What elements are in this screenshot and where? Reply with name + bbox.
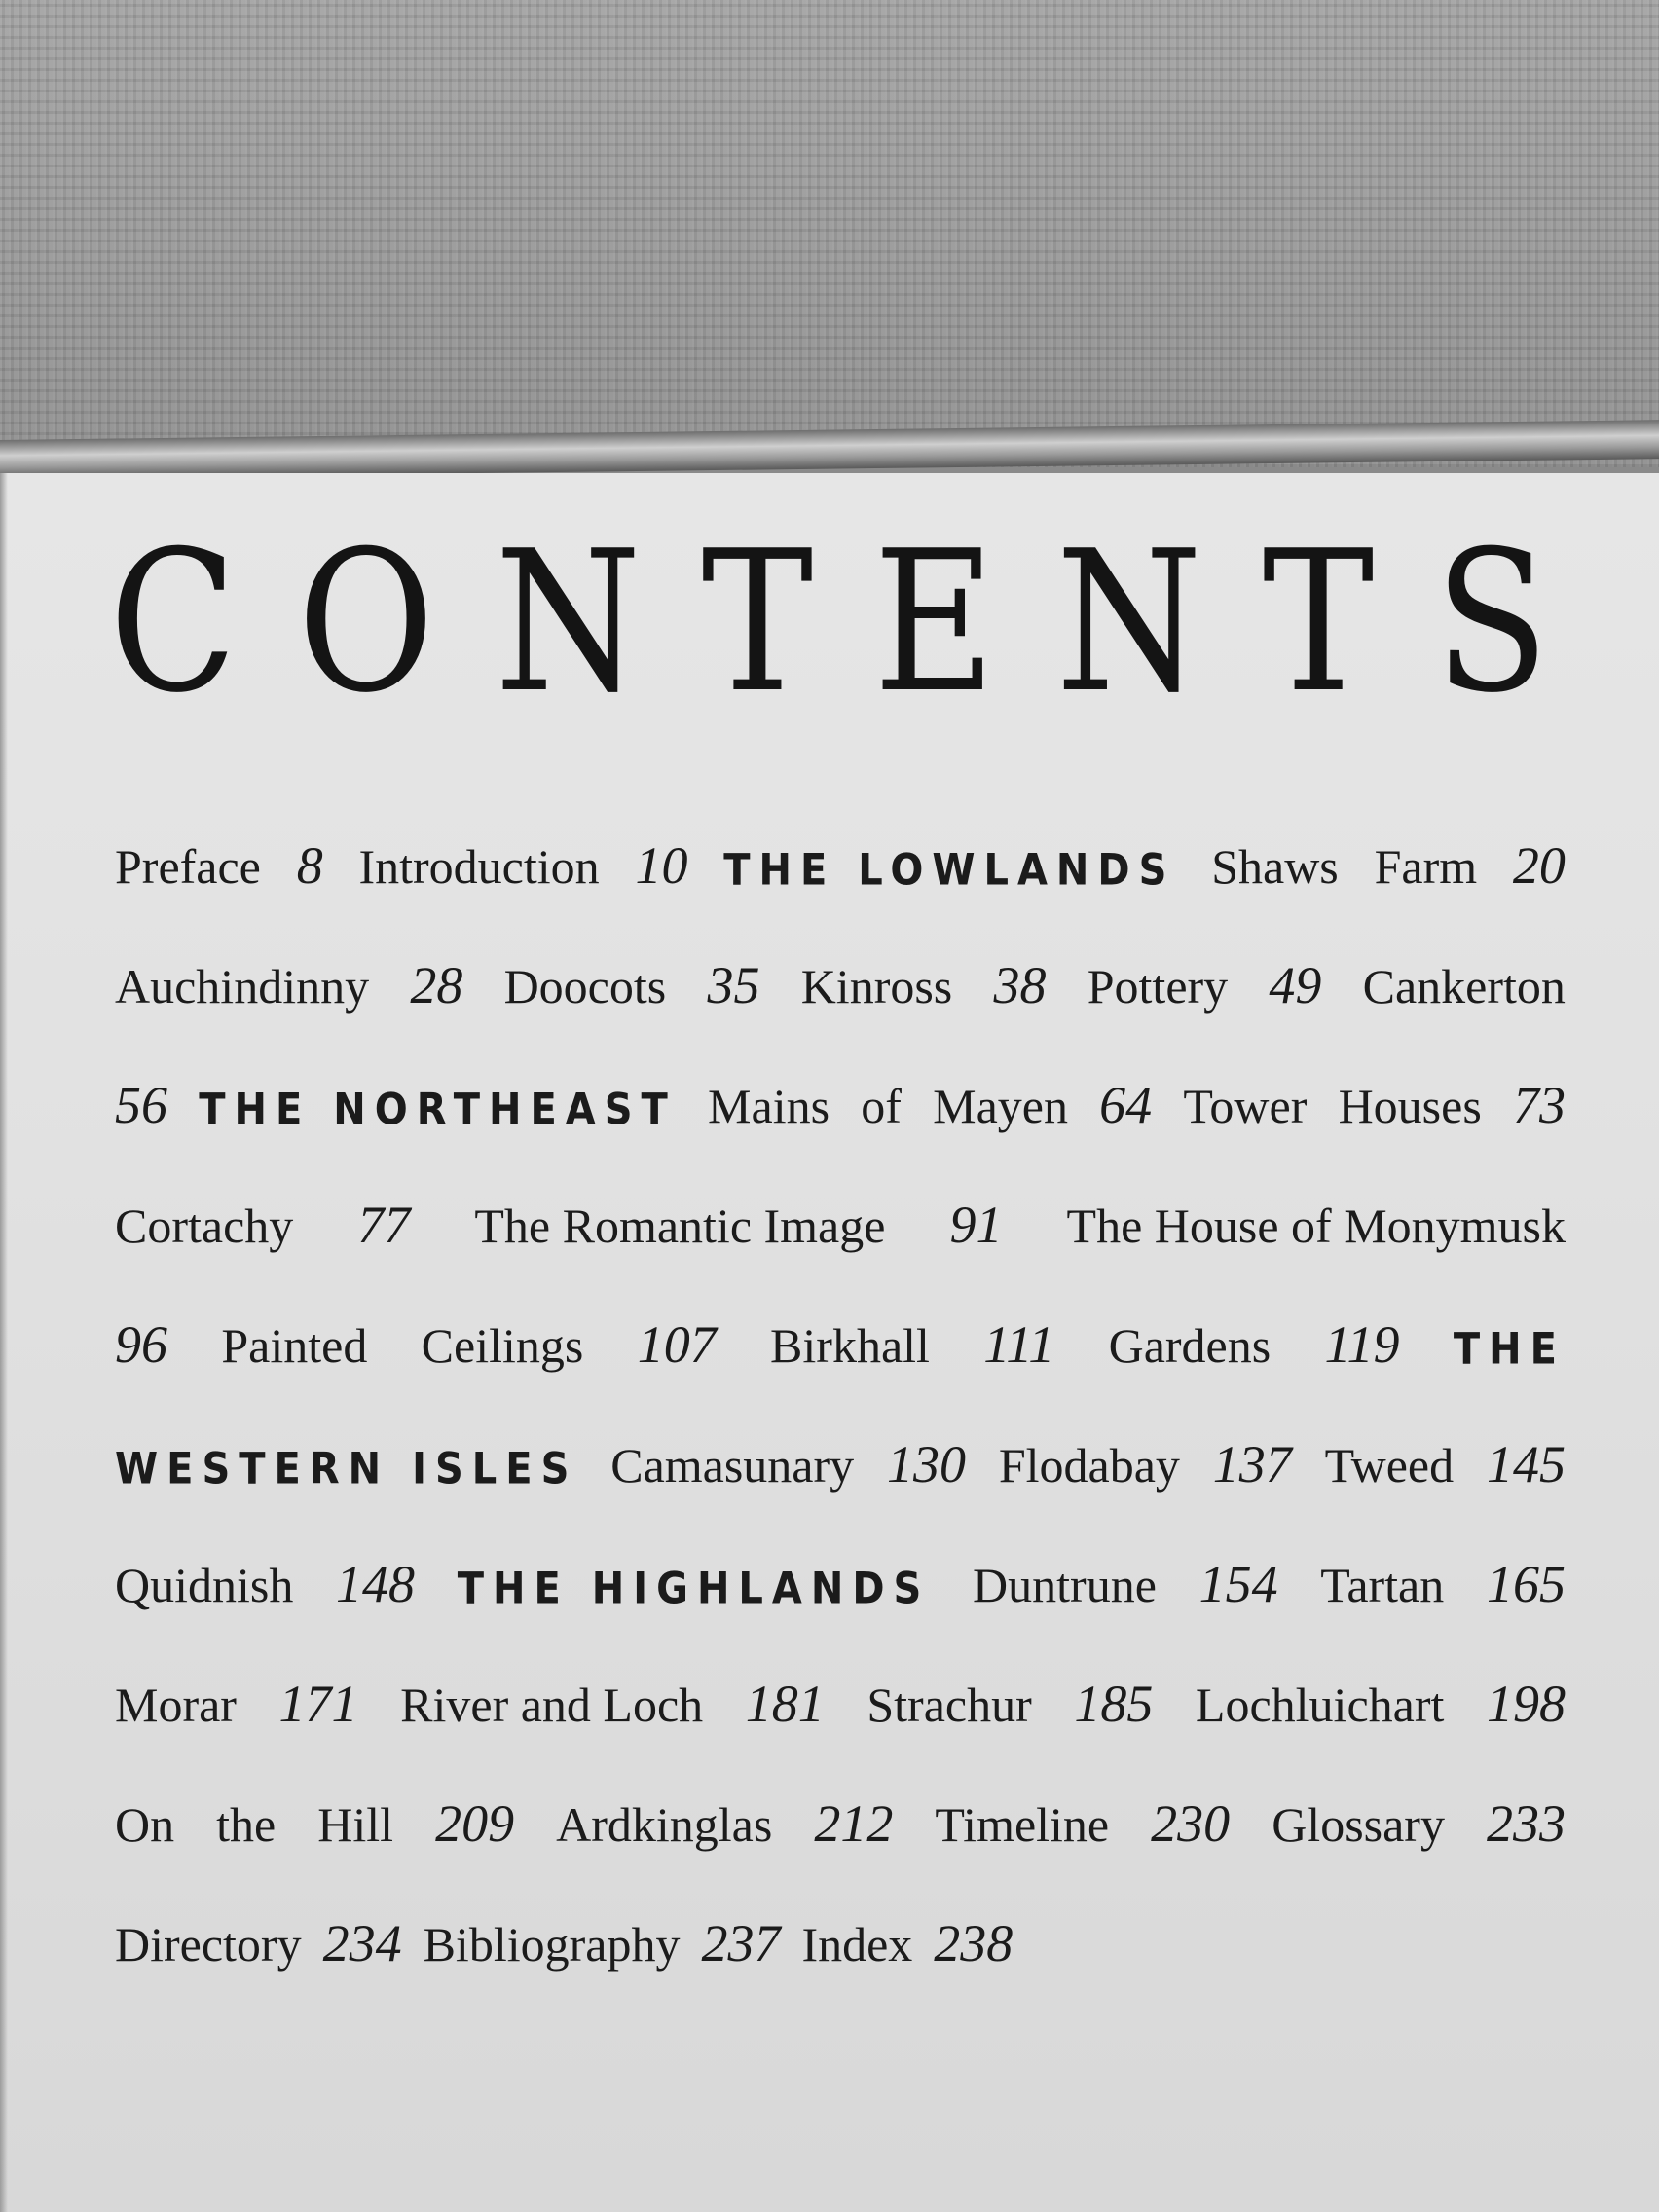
entry-title: The House of Monymusk [1066, 1198, 1566, 1253]
entry-title: Lochluichart [1195, 1677, 1445, 1732]
toc-line [115, 1195, 1566, 1314]
title-letter: T [701, 509, 814, 736]
entry-title: Duntrune [973, 1558, 1157, 1612]
entry-title: Shaws [1211, 839, 1339, 894]
entry-title: the [216, 1797, 276, 1852]
entry-title: Cankerton [1362, 959, 1566, 1014]
page-title [109, 509, 1550, 736]
entry-title: of [861, 1079, 902, 1133]
page-number: 165 [1486, 1555, 1566, 1613]
page-number: 111 [983, 1315, 1055, 1374]
toc-line [115, 1314, 1566, 1434]
entry-title: The Romantic Image [474, 1198, 886, 1253]
entry-title: Painted [221, 1318, 368, 1373]
entry-title: Houses [1338, 1079, 1482, 1133]
entry-title: Ceilings [421, 1318, 584, 1373]
entry-title: Quidnish [115, 1558, 294, 1612]
page-number: 145 [1486, 1435, 1566, 1493]
entry-title: Ardkinglas [556, 1797, 773, 1852]
page-number: 35 [707, 956, 760, 1014]
page-number: 91 [949, 1196, 1003, 1254]
page-number: 96 [115, 1315, 167, 1374]
entry-title: Strachur [866, 1677, 1032, 1732]
entry-title: Cortachy [115, 1198, 294, 1253]
entry-title: Gardens [1108, 1318, 1272, 1373]
page-number: 107 [637, 1315, 717, 1374]
entry-title: Directory [115, 1917, 302, 1972]
entry-title: Farm [1374, 839, 1478, 894]
entry-title: River and Loch [400, 1677, 704, 1732]
page-number: 234 [322, 1914, 402, 1972]
section-heading: THE HIGHLANDS [457, 1564, 931, 1614]
page-number: 198 [1486, 1675, 1566, 1733]
entry-title: Introduction [358, 839, 600, 894]
title-letter: E [873, 509, 996, 736]
entry-title: Mains [708, 1079, 830, 1133]
page-number: 230 [1151, 1794, 1231, 1853]
page-number: 148 [336, 1555, 416, 1613]
page-number: 38 [993, 956, 1047, 1014]
entry-title: Morar [115, 1677, 237, 1732]
entry-title: Camasunary [610, 1438, 855, 1493]
title-letter: S [1434, 509, 1550, 736]
toc-line [115, 1434, 1566, 1554]
entry-title: Hill [317, 1797, 394, 1852]
entry-title: Tower [1183, 1079, 1308, 1133]
entry-title: Timeline [935, 1797, 1110, 1852]
toc-line [115, 835, 1566, 955]
entry-title: Bibliography [423, 1917, 681, 1972]
title-letter: T [1262, 509, 1375, 736]
page-number: 130 [886, 1435, 966, 1493]
entry-title: Index [801, 1917, 913, 1972]
entry-title: Kinross [800, 959, 953, 1014]
page-number: 49 [1269, 956, 1322, 1014]
page-number: 233 [1487, 1794, 1566, 1853]
section-heading: THE [1453, 1324, 1566, 1375]
toc-line [115, 955, 1566, 1075]
toc-line [115, 1075, 1566, 1195]
entry-title: Preface [115, 839, 261, 894]
page-number: 171 [278, 1675, 358, 1733]
page-number: 20 [1512, 836, 1566, 895]
table-of-contents [115, 835, 1566, 2033]
section-heading: THE LOWLANDS [723, 845, 1176, 896]
entry-title: Birkhall [770, 1318, 930, 1373]
title-letter: O [297, 509, 435, 736]
page-number: 77 [357, 1196, 411, 1254]
entry-title: Mayen [933, 1079, 1068, 1133]
title-letter: N [495, 509, 642, 736]
page-number: 28 [410, 956, 463, 1014]
entry-title: Flodabay [998, 1438, 1180, 1493]
page-number: 181 [745, 1675, 825, 1733]
page-number: 73 [1513, 1076, 1566, 1134]
title-letter: N [1055, 509, 1202, 736]
page-number: 56 [115, 1076, 167, 1134]
page-number: 237 [701, 1914, 781, 1972]
toc-line [115, 1793, 1566, 1913]
entry-title: Auchindinny [115, 959, 370, 1014]
entry-title: On [115, 1797, 175, 1852]
section-heading: THE NORTHEAST [199, 1085, 677, 1135]
title-letter: C [109, 509, 238, 736]
page-number: 154 [1198, 1555, 1278, 1613]
toc-line [115, 1913, 1566, 2033]
page-number: 209 [435, 1794, 515, 1853]
entry-title: Tartan [1320, 1558, 1445, 1612]
page-number: 119 [1324, 1315, 1400, 1374]
page-number: 185 [1074, 1675, 1154, 1733]
page-number: 8 [296, 836, 323, 895]
toc-line [115, 1674, 1566, 1793]
page-number: 64 [1099, 1076, 1153, 1134]
page-number: 212 [814, 1794, 894, 1853]
entry-title: Tweed [1324, 1438, 1455, 1493]
entry-title: Pottery [1087, 959, 1229, 1014]
page-number: 137 [1212, 1435, 1292, 1493]
textured-background [0, 0, 1659, 467]
page-number: 238 [934, 1914, 1014, 1972]
entry-title: Glossary [1272, 1797, 1445, 1852]
toc-line [115, 1554, 1566, 1674]
entry-title: Doocots [503, 959, 667, 1014]
section-heading: WESTERN ISLES [115, 1444, 578, 1494]
page-number: 10 [635, 836, 688, 895]
